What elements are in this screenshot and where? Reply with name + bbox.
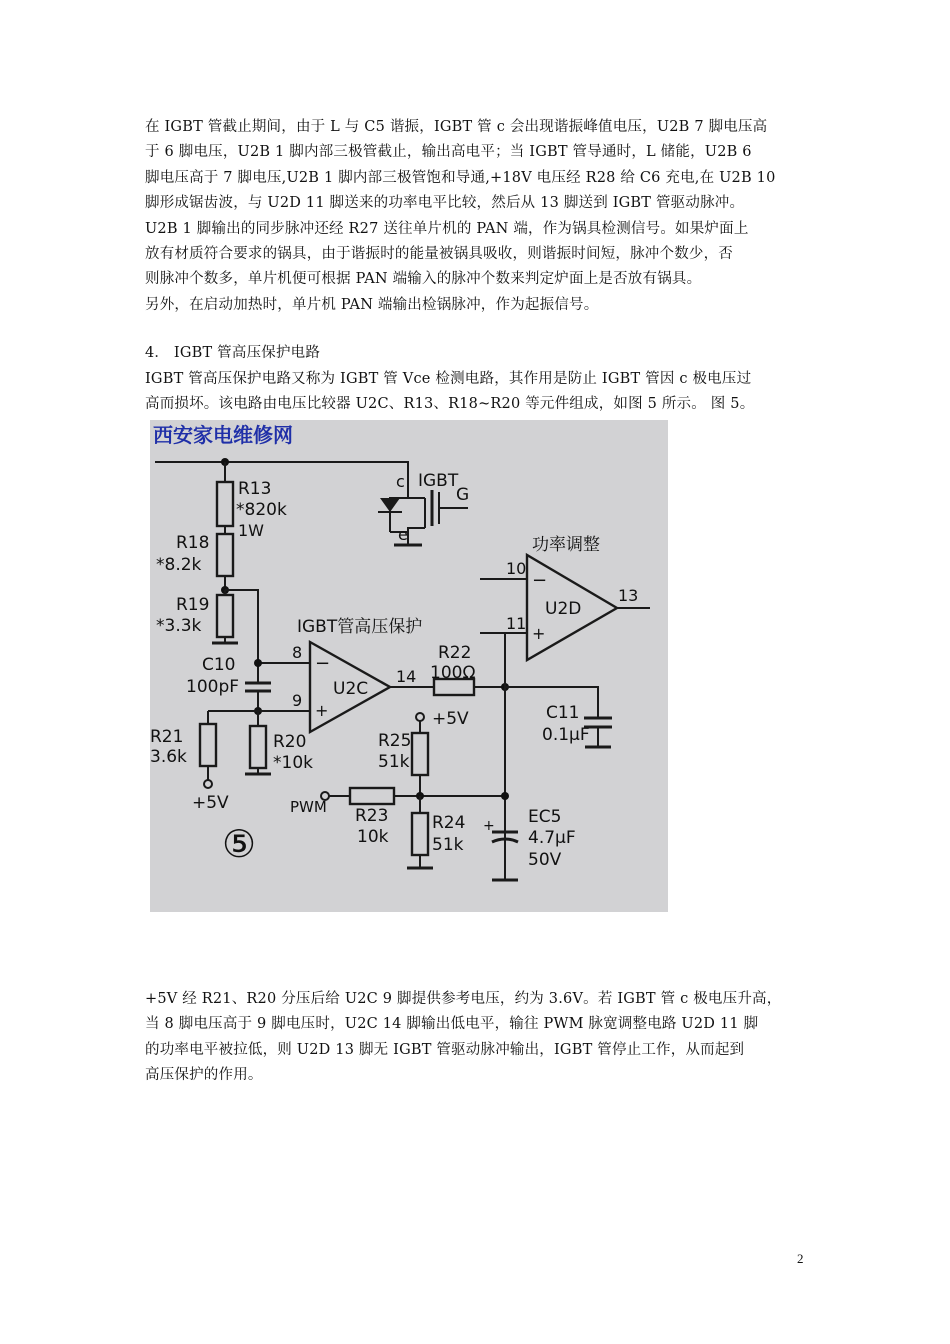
paragraph-protection-explain <box>145 987 810 1089</box>
text-line: 当 8 脚电压高于 9 脚电压时，U2C 14 脚输出低电平，输往 PWM 脉宽调整电路 U2D 11 脚 <box>145 1016 759 1033</box>
text-line: 高压保护的作用。 <box>145 1067 263 1084</box>
u2d-plus: + <box>532 624 546 643</box>
label-r20-value: *10k <box>273 753 313 773</box>
label-pin10: 10 <box>506 559 527 578</box>
label-5v-b: +5V <box>432 709 469 729</box>
section-heading <box>145 341 810 366</box>
label-c10-value: 100pF <box>186 677 240 697</box>
label-r21-value: 3.6k <box>150 747 187 767</box>
label-pin8: 8 <box>292 643 303 662</box>
resistor-r24 <box>412 813 428 855</box>
label-igbt: IGBT <box>418 471 459 491</box>
label-r21-name: R21 <box>150 727 184 747</box>
label-ec5-value: 4.7μF <box>528 828 576 848</box>
u2d-minus: − <box>532 570 548 591</box>
label-pin11: 11 <box>506 614 527 633</box>
label-r19-value: *3.3k <box>156 616 202 636</box>
u2c-minus: − <box>315 653 331 674</box>
label-r13-watt: 1W <box>238 521 264 540</box>
label-ec5-volt: 50V <box>528 850 562 870</box>
label-r13-value: *820k <box>236 500 287 520</box>
resistor-r18 <box>217 534 233 576</box>
resistor-r21 <box>200 724 216 766</box>
label-c: c <box>396 472 405 491</box>
circuit-figure <box>150 420 668 912</box>
label-u2d: U2D <box>545 599 582 619</box>
label-power-adjust: 功率调整 <box>532 535 600 555</box>
label-c10-name: C10 <box>202 655 236 675</box>
text-line: 则脉冲个数多，单片机便可根据 PAN 端输入的脉冲个数来判定炉面上是否放有锅具。 <box>145 271 702 288</box>
circuit-diagram <box>150 420 668 912</box>
label-c11-value: 0.1μF <box>542 725 590 745</box>
ec5-plus: + <box>483 818 495 834</box>
wire <box>408 528 425 545</box>
watermark-text: 西安家电维修网 <box>153 423 293 447</box>
resistor-r20 <box>250 726 266 768</box>
terminal-5v <box>204 780 212 788</box>
text-line: 在 IGBT 管截止期间，由于 L 与 C5 谐振，IGBT 管 c 会出现谐振峰值电压，U2B 7 脚电压高 <box>145 119 768 135</box>
resistor-r23 <box>350 788 394 804</box>
label-r24-value: 51k <box>432 835 464 855</box>
text-line: IGBT 管高压保护电路又称为 IGBT 管 Vce 检测电路，其作用是防止 IGBT 管因 c 极电压过 <box>145 371 752 387</box>
text-line: 放有材质符合要求的锅具，由于谐振时的能量被锅具吸收，则谐振时间短，脉冲个数少，否 <box>145 246 733 263</box>
text-line: +5V 经 R21、R20 分压后给 U2C 9 脚提供参考电压，约为 3.6V。若 IGBT 管 c 极电压升高， <box>145 991 782 1007</box>
junction-dot <box>501 792 509 800</box>
resistor-r13 <box>217 482 233 526</box>
label-r22-name: R22 <box>438 643 472 663</box>
paragraph-igbt-resonance <box>145 115 810 318</box>
wire <box>225 590 303 663</box>
text-line: 于 6 脚电压，U2B 1 脚内部三极管截止，输出高电平；当 IGBT 管导通时，L 储能，U2B 6 <box>145 144 752 161</box>
label-pwm: PWM <box>290 798 327 816</box>
label-r25-name: R25 <box>378 731 412 751</box>
text-line: 高而损坏。该电路由电压比较器 U2C、R13、R18~R20 等元件组成，如图 5 所示。 图 5。 <box>145 396 755 413</box>
resistor-r25 <box>412 733 428 775</box>
label-g: G <box>456 485 470 505</box>
top-rail-wire <box>155 462 408 490</box>
page-number: 2 <box>797 1251 804 1266</box>
label-ec5-name: EC5 <box>528 807 562 827</box>
figure-number-mark: ⑤ <box>222 822 257 866</box>
diode-symbol <box>380 498 400 512</box>
text-line: U2B 1 脚输出的同步脉冲还经 R27 送往单片机的 PAN 端，作为锅具检测信号。如果炉面上 <box>145 220 749 237</box>
paragraph-vce-intro <box>145 367 810 418</box>
label-r19-name: R19 <box>176 595 210 615</box>
label-r18-name: R18 <box>176 533 210 553</box>
label-r13-name: R13 <box>238 479 272 499</box>
junction-dot <box>254 659 262 667</box>
label-e: e <box>398 525 408 544</box>
label-5v-a: +5V <box>192 793 229 813</box>
text-line: 的功率电平被拉低，则 U2D 13 脚无 IGBT 管驱动脉冲输出，IGBT 管停止工作，从而起到 <box>145 1041 745 1058</box>
label-r25-value: 51k <box>378 752 410 772</box>
text-line: 另外，在启动加热时，单片机 PAN 端输出检锅脉冲，作为起振信号。 <box>145 296 599 313</box>
label-r18-value: *8.2k <box>156 555 202 575</box>
u2c-plus: + <box>315 701 329 720</box>
label-r24-name: R24 <box>432 813 466 833</box>
label-r23-value: 10k <box>357 827 389 847</box>
label-pin14: 14 <box>396 667 417 686</box>
heading-text: 4． IGBT 管高压保护电路 <box>145 345 321 361</box>
label-r23-name: R23 <box>355 806 389 826</box>
label-pin9: 9 <box>292 691 303 710</box>
text-line: 脚形成锯齿波，与 U2D 11 脚送来的功率电平比较，然后从 13 脚送到 IGBT 管驱动脉冲。 <box>145 195 745 212</box>
text-line: 脚电压高于 7 脚电压,U2B 1 脚内部三极管饱和导通,+18V 电压经 R28 给 C6 充电,在 U2B 10 <box>145 169 776 186</box>
label-pin13: 13 <box>618 586 639 605</box>
resistor-r19 <box>217 595 233 637</box>
label-protect-title: IGBT管高压保护 <box>297 617 423 637</box>
terminal-5v <box>416 713 424 721</box>
label-c11-name: C11 <box>546 703 580 723</box>
label-r20-name: R20 <box>273 732 307 752</box>
label-r22-value: 100Ω <box>430 663 476 683</box>
label-u2c: U2C <box>333 679 369 699</box>
